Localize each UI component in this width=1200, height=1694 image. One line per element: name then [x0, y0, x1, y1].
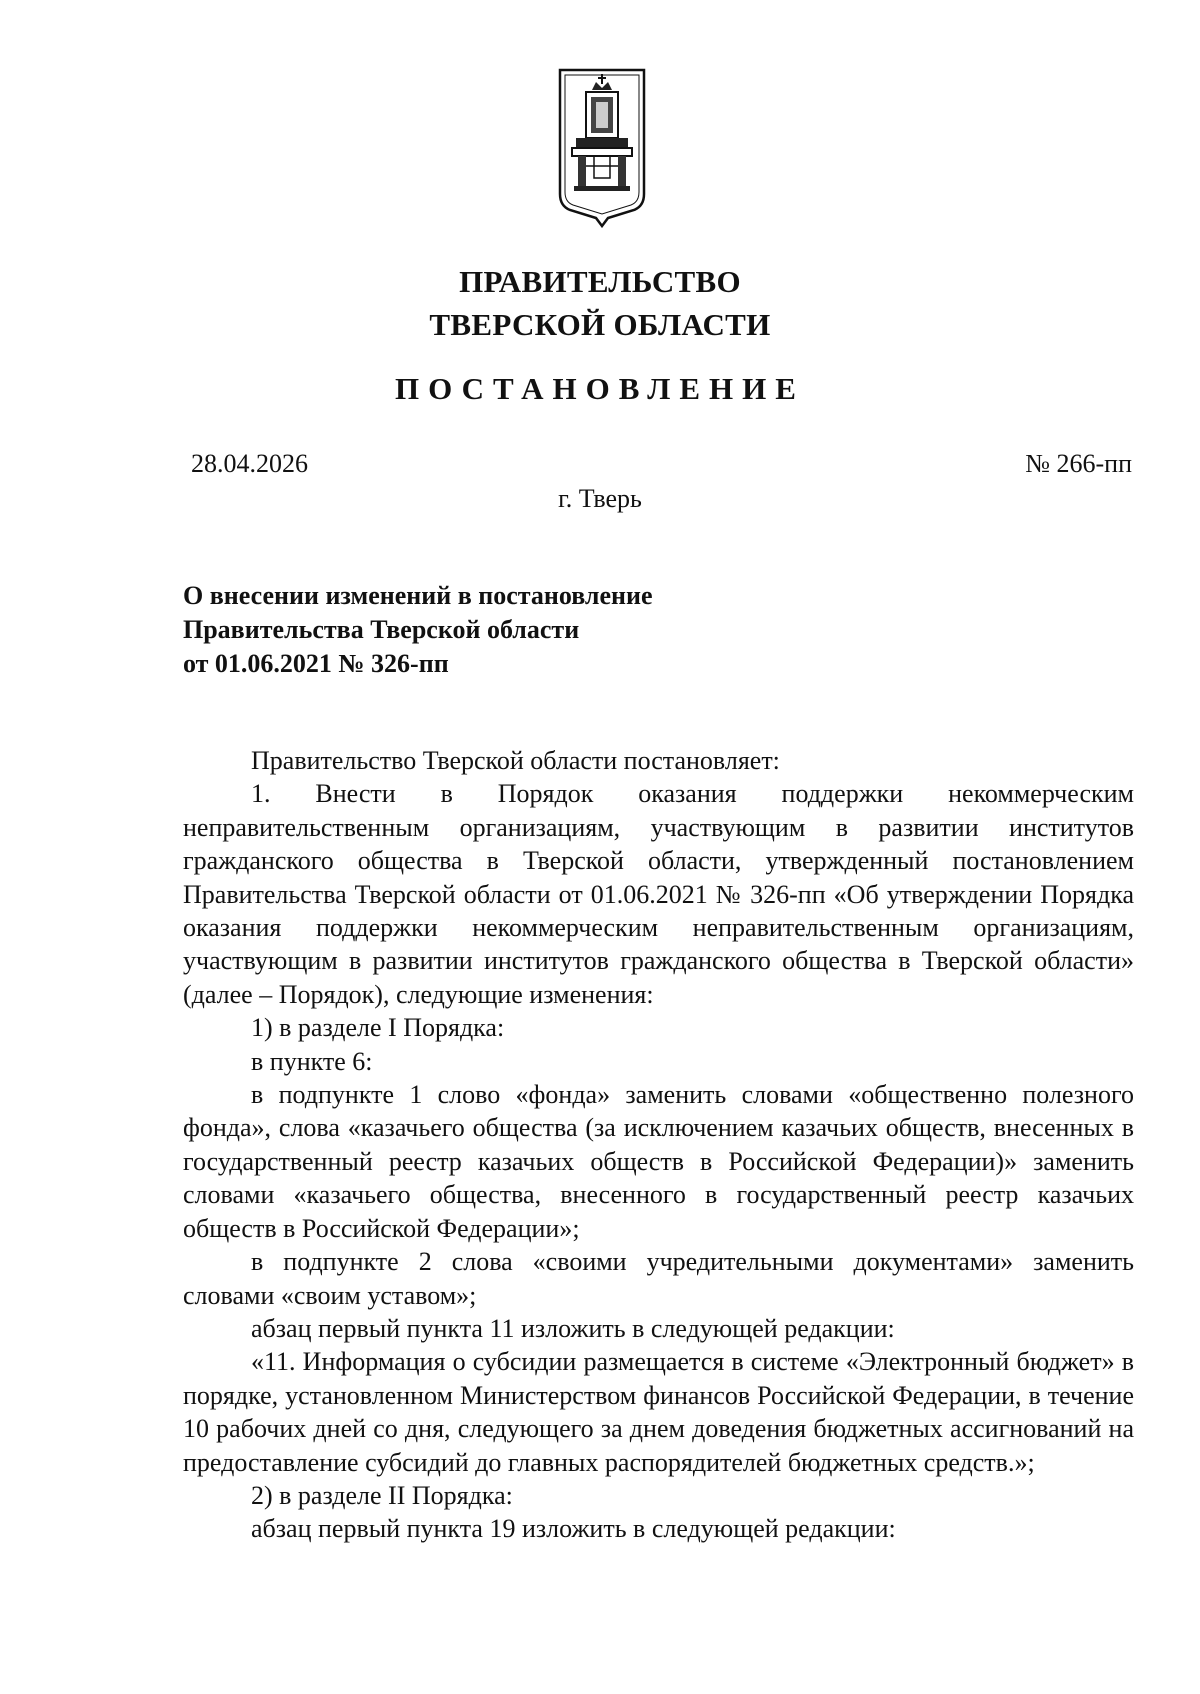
body-paragraph-subpoint-1: в подпункте 1 слово «фонда» заменить словами «общественно полезного фонда», слова «казачьего общества (за исключением казачьих обществ, внесенных в государственный реестр казачьих обществ в Российской Федерации)» заменить словами «казачьего общества, внесенного в государственный реестр казачьих обществ в Российской Федерации»; — [183, 1080, 1134, 1243]
document-subject — [183, 579, 653, 681]
body-paragraph-subpoint-2: в подпункте 2 слова «своими учредительными документами» заменить словами «своим уставом»; — [183, 1247, 1134, 1310]
body-paragraph-point-11-text: «11. Информация о субсидии размещается в системе «Электронный бюджет» в порядке, установленном Министерством финансов Российской Федерации, в течение 10 рабочих дней со дня, следующего за днем доведения бюджетных ассигнований на предоставление субсидий до главных распорядителей бюджетных средств.»; — [183, 1347, 1134, 1477]
subject-line2: Правительства Тверской области — [183, 615, 580, 644]
body-paragraph-point-11-intro: абзац первый пункта 11 изложить в следующей редакции: — [251, 1313, 895, 1343]
document-city: г. Тверь — [558, 484, 642, 513]
document-number: № 266-пп — [1025, 449, 1132, 478]
body-paragraph-section-2: 2) в разделе II Порядка: — [251, 1480, 513, 1510]
body-paragraph-section-1: 1) в разделе I Порядка: — [251, 1013, 505, 1043]
document-date: 28.04.2026 — [191, 449, 308, 478]
subject-line3: от 01.06.2021 № 326-пп — [183, 649, 449, 678]
body-paragraph-item-1: 1. Внести в Порядок оказания поддержки некоммерческим неправительственным организациям, участвующим в развитии институтов гражданского общества в Тверской области, утвержденный постановлением Правительства Тверской области от 01.06.2021 № 326-пп «Об утверждении Порядка оказания поддержки некоммерческим неправительственным организациям, участвующим в развитии институтов гражданского общества в Тверской области» (далее – Порядок), следующие изменения: — [183, 779, 1134, 1009]
government-title-line1: ПРАВИТЕЛЬСТВО — [459, 264, 741, 299]
tver-region-coat-of-arms-icon — [556, 66, 648, 228]
document-body — [183, 744, 1134, 1546]
body-paragraph-point-6: в пункте 6: — [251, 1046, 373, 1076]
government-title — [0, 260, 1200, 346]
document-type-title: ПОСТАНОВЛЕНИЕ — [395, 371, 805, 406]
body-paragraph-intro: Правительство Тверской области постановляет: — [251, 746, 780, 775]
body-paragraph-point-19-intro: абзац первый пункта 19 изложить в следующей редакции: — [251, 1514, 896, 1544]
government-title-line2: ТВЕРСКОЙ ОБЛАСТИ — [429, 307, 771, 342]
subject-line1: О внесении изменений в постановление — [183, 581, 653, 610]
